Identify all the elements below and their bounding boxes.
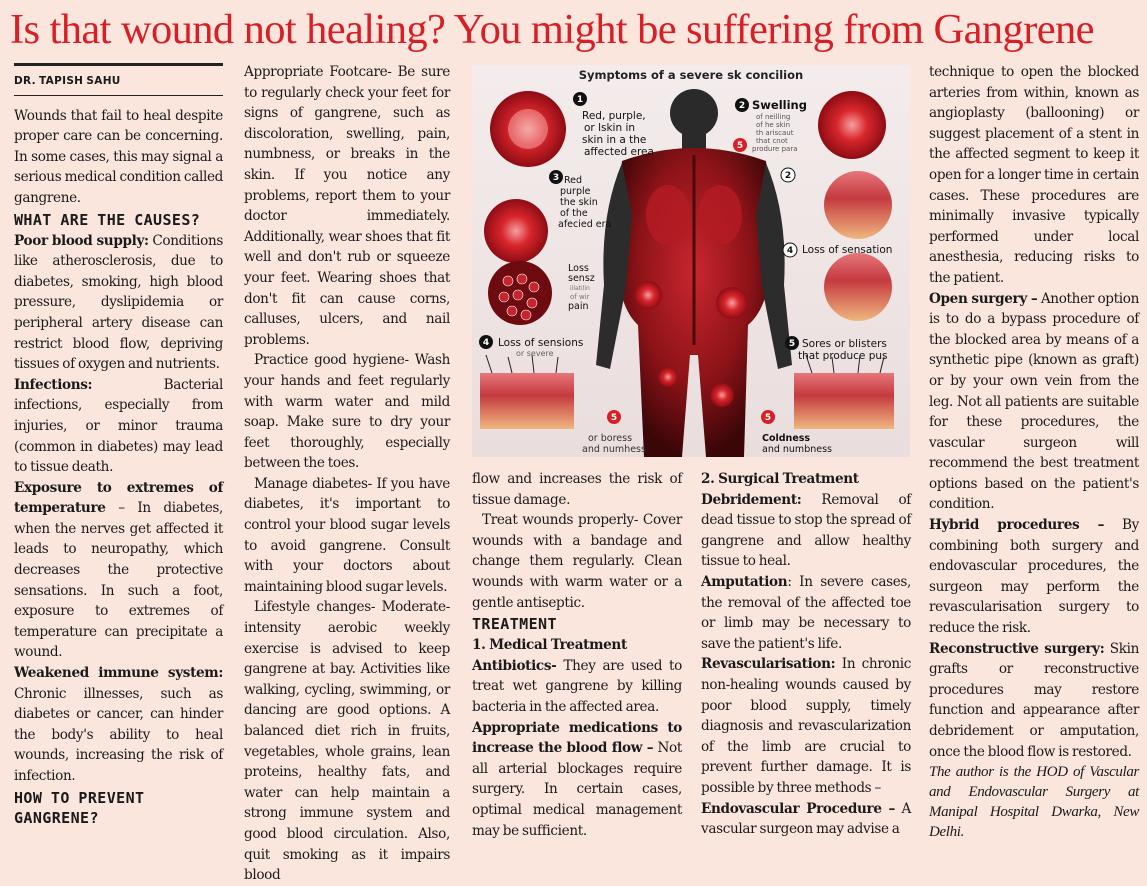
wound-image-2	[818, 91, 886, 159]
column-3	[472, 469, 682, 841]
heading-prevent: HOW TO PREVENT GANGRENE?	[14, 788, 145, 827]
byline: DR. TAPISH SAHU	[14, 63, 223, 96]
column-2	[244, 62, 450, 886]
label-2-title: Swelling	[752, 98, 807, 112]
marker-5d: 5	[764, 413, 772, 423]
skin-section-image	[824, 171, 892, 239]
marker-4b: 4	[482, 338, 490, 348]
marker-4: 4	[786, 246, 794, 256]
skin-block-right	[794, 373, 894, 429]
heading-causes: WHAT ARE THE CAUSES?	[14, 210, 201, 229]
paragraph-medications: Appropriate medications to increase the blood flow – Not all arterial blockages require surgery. In certain cases, optimal medical management may be sufficient.	[472, 719, 682, 839]
paragraph-reconstructive: Reconstructive surgery: Skin grafts or reconstructive procedures may restore function and appearance after debridement or amputation, once the blood flow is restored.	[929, 640, 1139, 760]
marker-5c: 5	[610, 413, 618, 423]
paragraph-hygiene: Practice good hygiene- Wash your hands and feet regularly with warm water and mild soap. Make sure to dry your feet thoroughly, especially between the toes.	[244, 352, 450, 472]
label-4: Loss sensz iilatilin of wir pain	[568, 263, 595, 312]
label-7: Sores or blisters that produce pus	[798, 338, 888, 362]
wound-image-3	[484, 199, 548, 263]
marker-5b: 5	[788, 339, 796, 349]
marker-1: 1	[576, 95, 584, 105]
figure-title: Symptoms of a severe sk concilion	[578, 68, 804, 82]
headline: Is that wound not healing? You might be suffering from Gangrene	[10, 6, 1094, 53]
paragraph-debridement: Debridement: Removal of dead tissue to stop the spread of gangrene and allow healthy tissue to heal.	[701, 491, 911, 570]
skin-block-left	[480, 373, 574, 429]
paragraph-temperature: Exposure to extremes of temperature – In diabetes, when the nerves get affected it leads to neuropathy, which decreases the protective sensations. In such a foot, exposure to extremes of temperature can precipitate a wound.	[14, 479, 223, 661]
label-1: Red, purple, or lskin in skin in a the affected erea	[582, 110, 654, 158]
symptoms-infographic	[472, 65, 910, 457]
paragraph-treat-wounds: Treat wounds properly- Cover wounds with a bandage and change them regularly. Clean wounds with warm water or a gentle antiseptic.	[472, 512, 682, 611]
column-4	[701, 469, 911, 840]
author-credit: The author is the HOD of Vascular and Endovascular Surgery at Manipal Hospital Dwarka, New Delhi.	[929, 764, 1139, 841]
marker-5a: 5	[736, 141, 744, 151]
column-5	[929, 62, 1139, 842]
heading-surgical-treatment: 2. Surgical Treatment	[701, 471, 859, 487]
heading-treatment: TREATMENT	[472, 615, 557, 634]
marker-2: 2	[738, 101, 746, 111]
paragraph-revascularisation: Revascularisation: In chronic non-healing wounds caused by poor blood supply, timely diagnosis and revascularization of the limb are crucial to prevent further damage. It is possible by three methods –	[701, 656, 911, 796]
paragraph-antibiotics: Antibiotics- They are used to treat wet gangrene by killing bacteria in the affected area.	[472, 657, 682, 715]
marker-3: 3	[552, 173, 560, 183]
label-9: Coldness and numbness	[762, 433, 832, 455]
paragraph-diabetes: Manage diabetes- If you have diabetes, it's important to control your blood sugar levels to avoid gangrene. Consult with your doctors about maintaining blood sugar levels.	[244, 475, 450, 595]
marker-2b: 2	[784, 171, 792, 181]
label-5: Loss of sensation	[802, 244, 893, 256]
label-6: Loss of sensions or severe	[498, 337, 584, 358]
paragraph-immune: Weakened immune system: Chronic illnesses, such as diabetes or cancer, can hinder the body's ability to heal wounds, increasing the risk of infection.	[14, 665, 223, 784]
paragraph-infections: Infections: Bacterial infections, especially from injuries, or minor trauma (common in diabetes) may lead to tissue death.	[14, 376, 223, 476]
paragraph-hybrid: Hybrid procedures – By combining both surgery and endovascular procedures, the surgeon may perform the revascularisation surgery to reduce the risk.	[929, 517, 1139, 637]
label-3: Red purple the skin of the afecied era	[558, 175, 612, 230]
paragraph-amputation: Amputation: In severe cases, the removal of the affected toe or limb may be necessary to save the patient's life.	[701, 573, 911, 652]
paragraph-footcare: Appropriate Footcare- Be sure to regularly check your feet for signs of gangrene, such as discoloration, swelling, pain, numbness, or breaks in the skin. If you notice any problems, report them to your doctor immediately. Additionally, wear shoes that fit well and don't rub or squeeze your feet. Wearing shoes that don't fit can cause corns, calluses, ulcers, and nail problems.	[244, 64, 450, 348]
paragraph-open-surgery: Open surgery – Another option is to do a bypass procedure of the blocked area by means of a synthetic pipe (known as graft) or by your own vein from the leg. Not all patients are suitable for these procedures, the vascular surgeon will recommend the best treatment options based on the patient's condition.	[929, 290, 1139, 513]
paragraph-blood-flow: flow and increases the risk of tissue damage.	[472, 471, 682, 508]
intro-paragraph: Wounds that fail to heal despite proper care can be concerning. In some cases, this may signal a serious medical condition called gangrene.	[14, 107, 223, 206]
paragraph-lifestyle: Lifestyle changes- Moderate-intensity aerobic weekly exercise is advised to keep gangrene at bay. Activities like walking, cycling, swimming, or dancing are good options. A balanced diet rich in fruits, vegetables, whole grains, lean proteins, healthy fats, and water can help maintain a strong immune system and good blood circulation. Also, quit smoking as it impairs blood	[244, 599, 450, 884]
paragraph-blood-supply: Poor blood supply: Conditions like atherosclerosis, due to diabetes, smoking, high blood pressure, dyslipidemia or peripheral artery disease can restrict blood flow, depriving tissues of oxygen and nutrients.	[14, 232, 223, 373]
column-1	[14, 62, 223, 829]
skin-image-right	[824, 253, 892, 321]
label-2-sub: of neilling of he skin th ariscaut that cnot produre para	[752, 113, 798, 153]
paragraph-endovascular: Endovascular Procedure – A vascular surgeon may advise a	[701, 800, 912, 838]
label-8: or boress and numhess	[582, 433, 646, 455]
paragraph-angioplasty: technique to open the blocked arteries from within, known as angioplasty (ballooning) or suggest placement of a stent in the affected segment to keep it open for a longer time in certain cases. These procedures are minimally invasive typically performed under local anesthesia, reducing risks to the patient.	[929, 64, 1139, 286]
heading-medical-treatment: 1. Medical Treatment	[472, 637, 627, 654]
